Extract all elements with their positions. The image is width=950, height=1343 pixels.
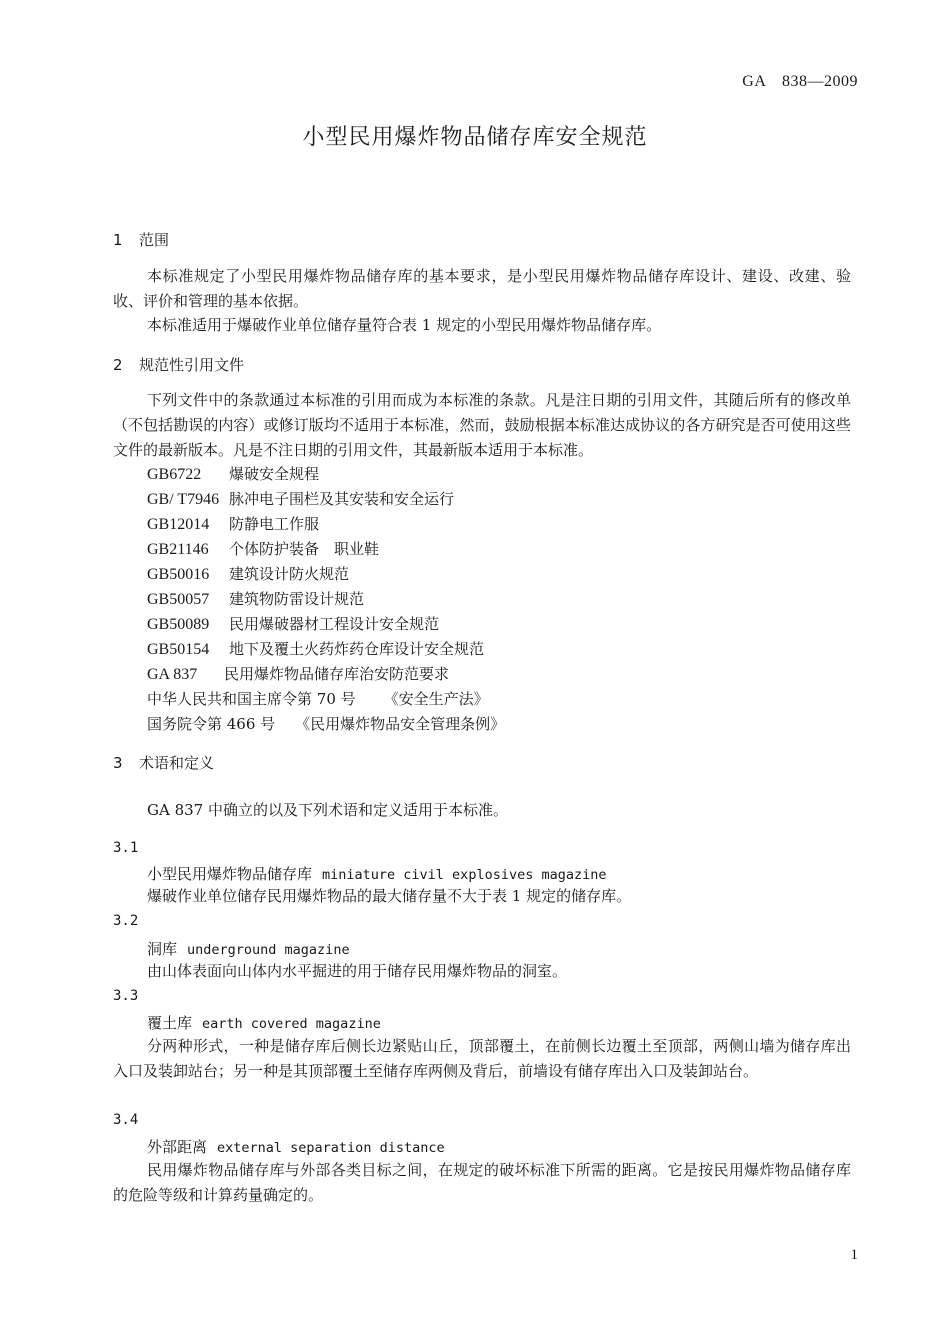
term-definition: 民用爆炸物品储存库与外部各类目标之间，在规定的破坏标准下所需的距离。它是按民用爆炸物品储存库的危险等级和计算药量确定的。 [113,1161,851,1204]
reference-title: 防静电工作服 [229,515,320,533]
term-number: 3.4 [113,1112,139,1128]
term-heading [147,938,350,959]
section-2-heading [113,354,244,375]
reference-title: 建筑物防雷设计规范 [229,590,365,608]
reference-title: 个体防护装备 职业鞋 [229,540,380,558]
term-chinese: 小型民用爆炸物品储存库 [147,865,313,883]
section-1-paragraph: 本标准规定了小型民用爆炸物品储存库的基本要求，是小型民用爆炸物品储存库设计、建设、改建、验收、评价和管理的基本依据。 [113,267,851,310]
section-title: 范围 [139,231,170,249]
reference-code: GB50154 [147,641,210,658]
term-definition: 分两种形式，一种是储存库后侧长边紧贴山丘，顶部覆土，在前侧长边覆土至顶部，两侧山墙为储存库出入口及装卸站台；另一种是其顶部覆土至储存库两侧及背后，前墙设有储存库出入口及装卸站台。 [113,1037,851,1080]
reference-code: 中华人民共和国主席令第 70 号 [147,690,356,708]
reference-code: GB/ T7946 [147,491,220,508]
section-3-heading [113,752,214,773]
reference-item [147,462,319,487]
reference-item [147,512,319,537]
term-english: earth covered magazine [202,1016,381,1032]
reference-title: 《民用爆炸物品安全管理条例》 [295,715,506,733]
reference-code: 国务院令第 466 号 [147,715,276,733]
standard-number: GA 838—2009 [742,73,858,90]
term-number: 3.2 [113,913,139,929]
section-number: 2 [113,356,123,374]
reference-code: GB50016 [147,566,210,583]
reference-code: GB6722 [147,466,202,483]
reference-item [147,562,349,587]
reference-code: GB12014 [147,516,210,533]
section-1-heading [113,229,169,250]
section-number: 1 [113,231,123,249]
reference-item [147,712,505,737]
term-heading [147,863,607,884]
reference-code: GA 837 [147,666,198,683]
section-title: 术语和定义 [139,754,215,772]
reference-item [147,537,379,562]
reference-code: GB21146 [147,541,209,558]
reference-item [147,612,439,637]
reference-item [147,662,449,687]
term-english: underground magazine [187,942,350,958]
term-definition: 爆破作业单位储存民用爆炸物品的最大储存量不大于表 1 规定的储存库。 [147,887,632,905]
section-title: 规范性引用文件 [139,356,245,374]
term-number: 3.1 [113,840,139,856]
document-title: 小型民用爆炸物品储存库安全规范 [302,125,648,150]
term-number: 3.3 [113,988,139,1004]
term-definition: 由山体表面向山体内水平掘进的用于储存民用爆炸物品的洞室。 [147,962,568,980]
section-number: 3 [113,754,123,772]
term-chinese: 外部距离 [147,1138,208,1156]
term-chinese: 覆土库 [147,1014,193,1032]
reference-title: 地下及覆土火药炸药仓库设计安全规范 [229,640,485,658]
reference-title: 脉冲电子围栏及其安装和安全运行 [229,490,455,508]
term-heading [147,1136,445,1157]
reference-title: 建筑设计防火规范 [229,565,350,583]
section-2-intro: 下列文件中的条款通过本标准的引用而成为本标准的条款。凡是注日期的引用文件，其随后所有的修改单（不包括勘误的内容）或修订版均不适用于本标准，然而，鼓励根据本标准达成协议的各方研究是否可使用这些文件的最新版本。凡是不注日期的引用文件，其最新版本适用于本标准。 [113,391,851,459]
reference-code: GB50057 [147,591,210,608]
reference-title: 民用爆炸物品储存库治安防范要求 [224,665,450,683]
reference-item [147,687,489,712]
page-number: 1 [850,1247,858,1263]
reference-title: 爆破安全规程 [229,465,320,483]
term-chinese: 洞库 [147,940,178,958]
reference-item [147,587,364,612]
reference-title: 民用爆破器材工程设计安全规范 [229,615,440,633]
reference-title: 《安全生产法》 [383,690,489,708]
section-3-intro: GA 837 中确立的以及下列术语和定义适用于本标准。 [147,801,508,819]
term-english: external separation distance [217,1140,445,1156]
reference-code: GB50089 [147,616,210,633]
term-english: miniature civil explosives magazine [322,867,607,883]
term-heading [147,1012,381,1033]
section-1-paragraph: 本标准适用于爆破作业单位储存量符合表 1 规定的小型民用爆炸物品储存库。 [147,316,662,334]
reference-item [147,487,454,512]
reference-item [147,637,484,662]
